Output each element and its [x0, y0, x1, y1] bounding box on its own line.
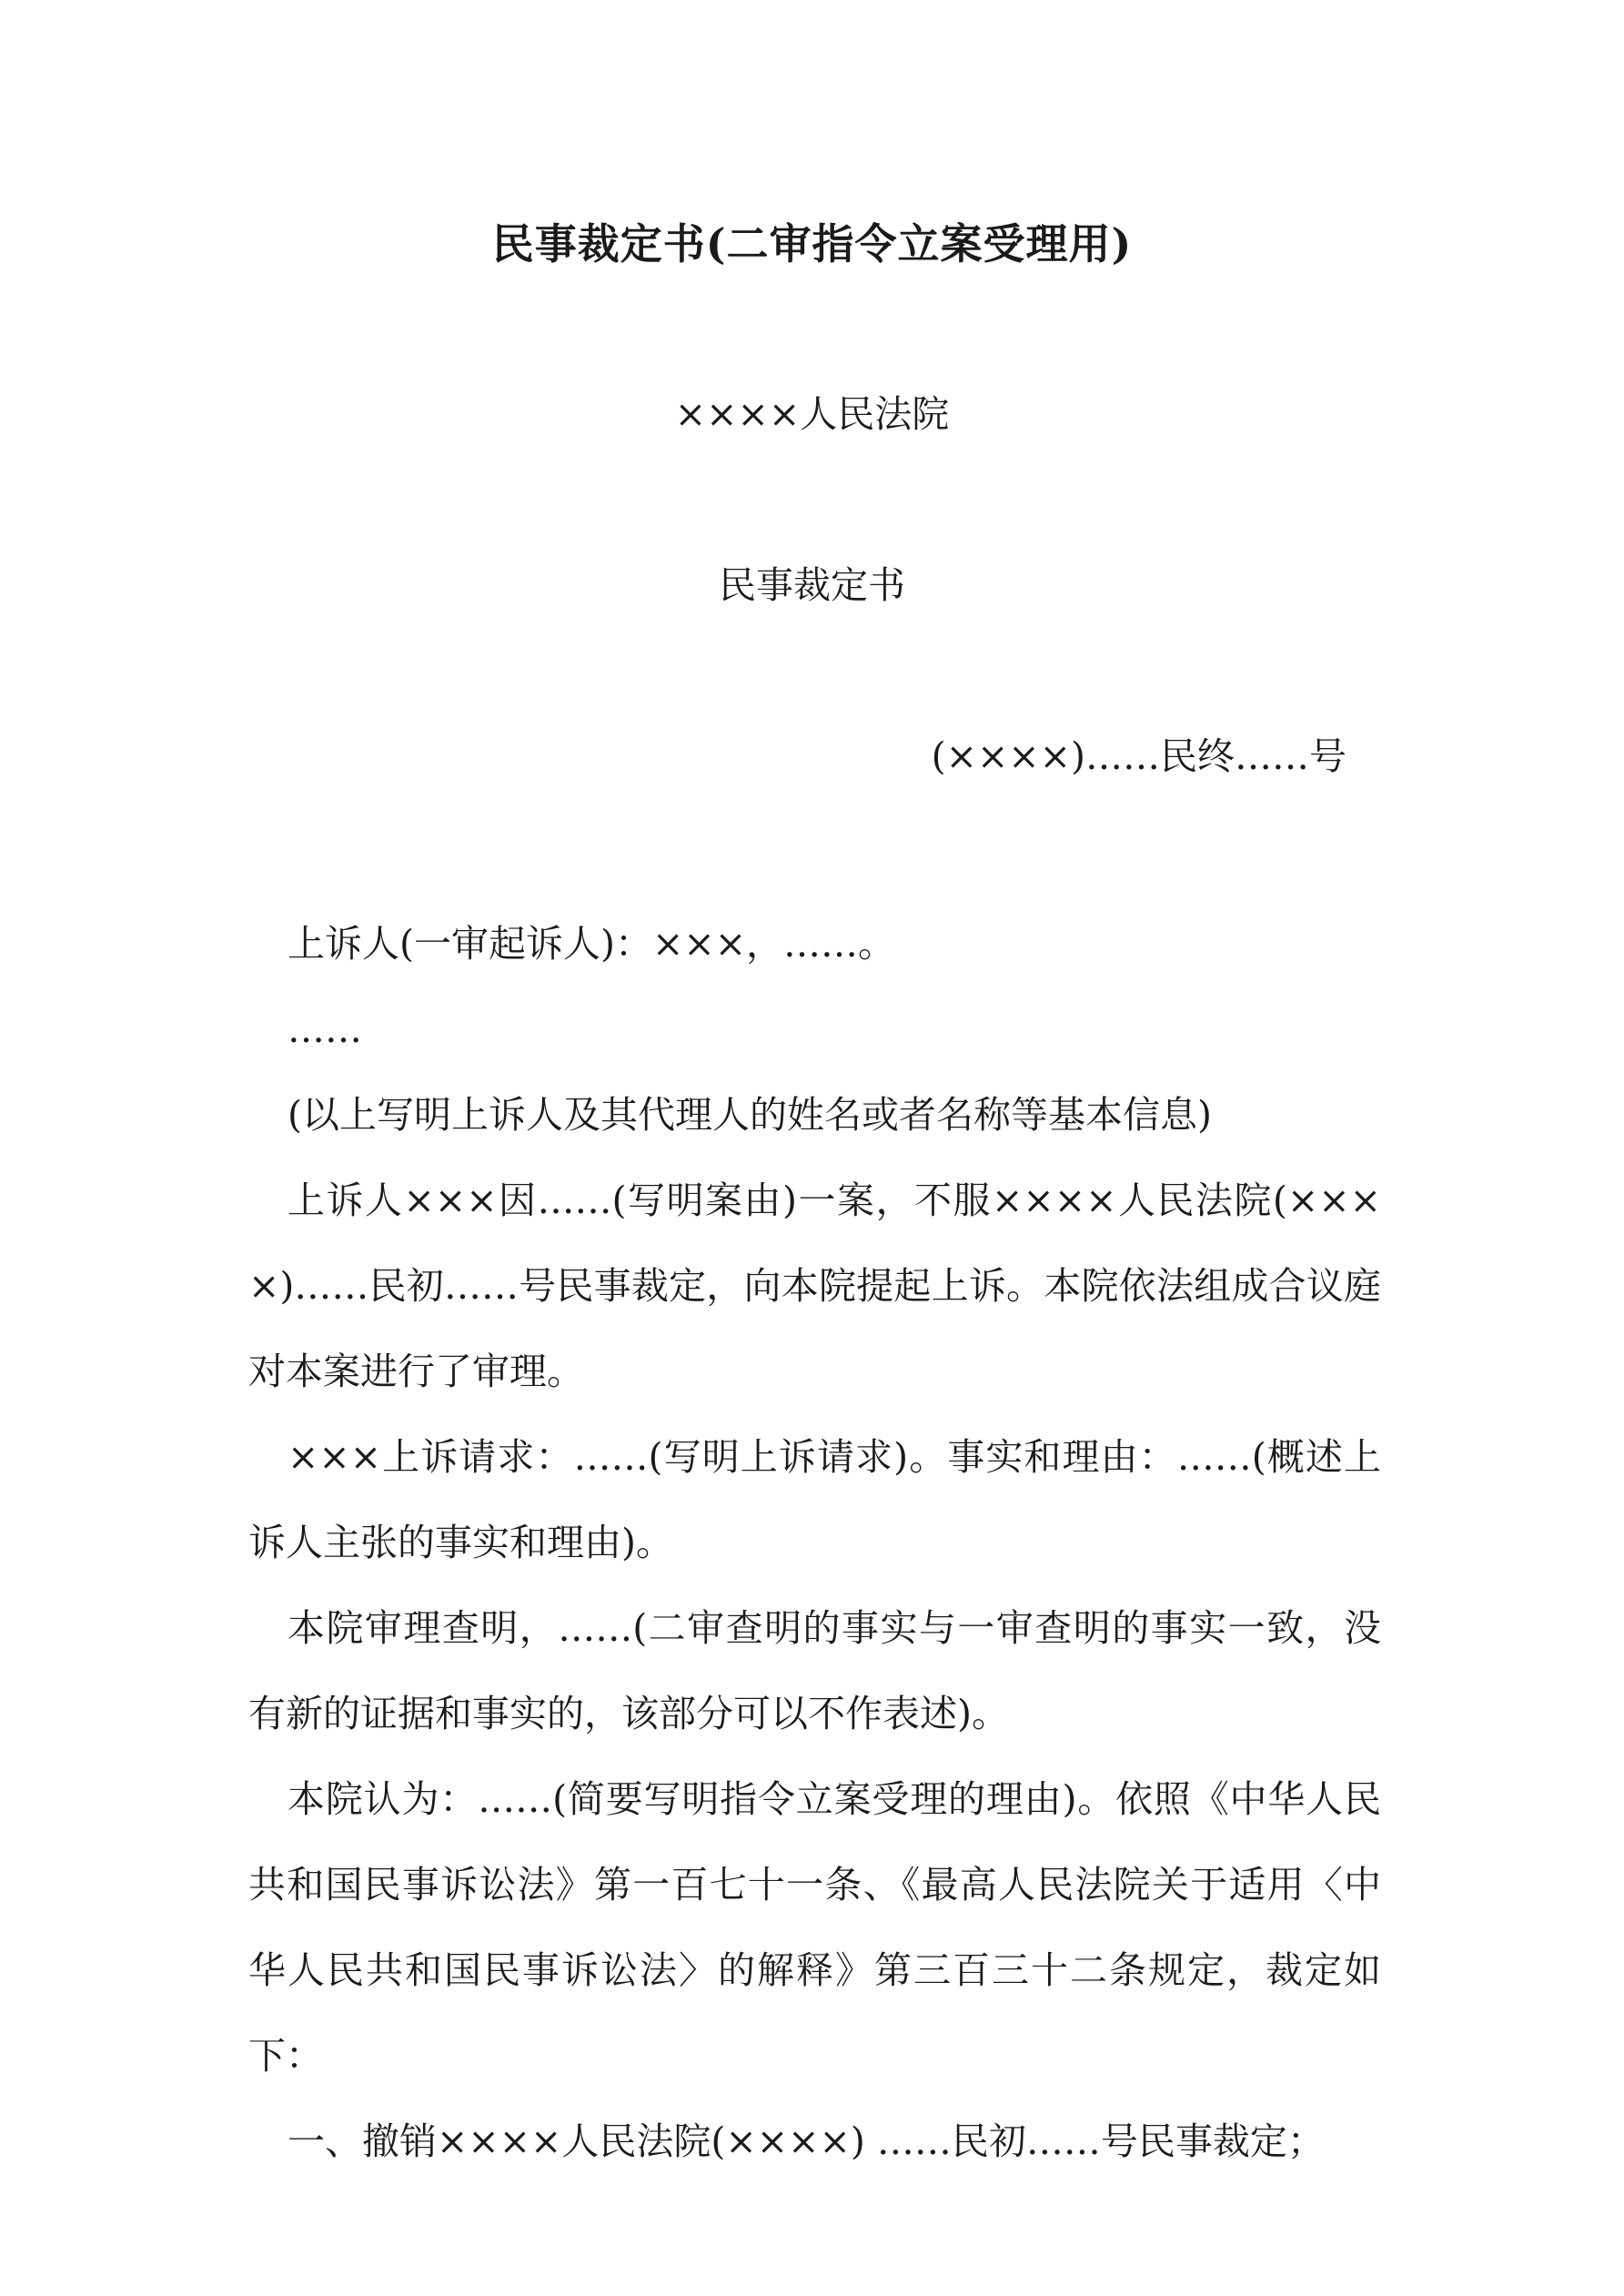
document-body [248, 901, 1381, 2184]
case-number: (××××)……民终……号 [931, 734, 1347, 778]
paragraph-reasoning: 本院认为：……(简要写明指令立案受理的理由)。依照《中华人民共和国民事诉讼法》第一百七十一条、《最高人民法院关于适用〈中华人民共和国民事诉讼法〉的解释》第三百三十二条规定，裁定如下： [248, 1777, 1381, 2078]
document-title: 民事裁定书(二审指令立案受理用) [491, 219, 1133, 268]
court-name: ××××人民法院 [674, 392, 950, 436]
document-type: 民事裁定书 [719, 563, 905, 607]
paragraph-appellant: 上诉人(一审起诉人)：×××，……。 [287, 922, 896, 966]
paragraph-ruling-item-1: 一、撤销××××人民法院(××××) ……民初……号民事裁定； [287, 2119, 1325, 2163]
paragraph-party-note: (以上写明上诉人及其代理人的姓名或者名称等基本信息) [287, 1093, 1212, 1137]
paragraph-ellipsis: …… [287, 1007, 362, 1051]
paragraph-appeal-claims: ×××上诉请求：……(写明上诉请求)。事实和理由：……(概述上诉人主张的事实和理由)。 [248, 1435, 1381, 1564]
paragraph-findings: 本院审理查明，……(二审查明的事实与一审查明的事实一致，没有新的证据和事实的，该部分可以不作表述)。 [248, 1606, 1381, 1735]
paragraph-appeal-intro: 上诉人×××因……(写明案由)一案，不服××××人民法院(××××)……民初……号民事裁定，向本院提起上诉。本院依法组成合议庭对本案进行了审理。 [248, 1178, 1381, 1393]
